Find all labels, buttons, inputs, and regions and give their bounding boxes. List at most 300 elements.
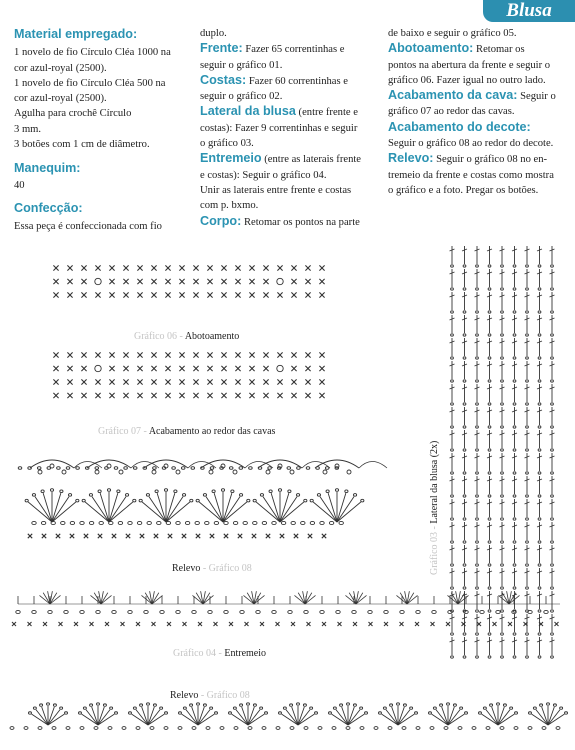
- chain-stitch-symbol: [118, 521, 122, 524]
- chain-stitch-symbol: [526, 587, 529, 589]
- chain-stitch-symbol: [538, 288, 541, 290]
- armhole-heading: Acabamento da cava:: [388, 88, 518, 103]
- sc-stitch-symbol: [67, 265, 72, 270]
- sc-stitch-symbol: [137, 366, 142, 371]
- sc-stitch-symbol: [81, 379, 86, 384]
- caption-chart-04: [173, 648, 266, 659]
- chain-stitch-symbol: [451, 311, 454, 313]
- caption-number: - Gráfico 08: [200, 690, 250, 701]
- sc-stitch-symbol: [238, 534, 242, 538]
- front-heading: Frente:: [200, 41, 243, 56]
- fan-stitch: [148, 710, 160, 725]
- chain-stitch-symbol: [283, 707, 286, 709]
- chain-stitch-symbol: [178, 727, 182, 730]
- chain-stitch-symbol: [80, 521, 84, 524]
- sc-stitch-symbol: [179, 279, 184, 284]
- sc-stitch-symbol: [193, 379, 198, 384]
- chain-stitch-symbol: [281, 521, 285, 524]
- sc-stitch-symbol: [151, 366, 156, 371]
- sc-stitch-symbol: [179, 379, 184, 384]
- chain-stitch-symbol: [318, 727, 322, 730]
- chain-stitch-symbol: [183, 707, 186, 709]
- fan-stitch: [271, 493, 280, 522]
- sc-stitch-symbol: [81, 292, 86, 297]
- chain-stitch-symbol: [463, 633, 466, 635]
- chain-stitch-symbol: [10, 727, 14, 730]
- chain-stitch-symbol: [556, 727, 560, 730]
- chain-stitch-symbol: [208, 610, 212, 613]
- chain-stitch-symbol: [89, 494, 92, 497]
- front-text: seguir o gráfico 01.: [200, 59, 283, 71]
- chart-04-insert: [12, 622, 559, 626]
- chain-stitch-symbol: [128, 610, 132, 613]
- fan-stitch: [248, 710, 260, 725]
- sc-stitch-symbol: [53, 352, 58, 357]
- sc-stitch-symbol: [112, 534, 116, 538]
- chain-stitch-symbol: [76, 499, 79, 502]
- chain-stitch-symbol: [64, 610, 68, 613]
- fan-stitch: [42, 707, 48, 725]
- relief-heading: Relevo:: [388, 151, 434, 166]
- fan-stitch: [432, 714, 448, 725]
- chain-stitch-symbol: [551, 656, 554, 658]
- chain-stitch-symbol: [66, 467, 70, 470]
- chain-stitch-symbol: [38, 470, 42, 474]
- relief-text: Seguir o gráfico 08 no en-: [436, 154, 548, 166]
- sc-stitch-symbol: [263, 265, 268, 270]
- fan-stitch: [242, 707, 248, 725]
- chain-stitch-symbol: [296, 494, 299, 497]
- chain-stitch-symbol: [25, 499, 28, 502]
- sc-stitch-symbol: [308, 534, 312, 538]
- chain-stitch-symbol: [451, 495, 454, 497]
- fan-stitch: [157, 493, 166, 522]
- chain-stitch-symbol: [501, 334, 504, 336]
- chain-stitch-symbol: [513, 403, 516, 405]
- chain-stitch-symbol: [476, 633, 479, 635]
- chain-stitch-symbol: [526, 656, 529, 658]
- chain-stitch-symbol: [143, 467, 147, 470]
- sc-stitch-symbol: [165, 393, 170, 398]
- sc-stitch-symbol: [105, 622, 109, 626]
- fan-stitch: [336, 710, 348, 725]
- sc-stitch-symbol: [277, 292, 282, 297]
- chain-stitch-symbol: [128, 521, 132, 524]
- fan-stitch: [248, 707, 254, 725]
- sc-stitch-symbol: [319, 379, 324, 384]
- sc-stitch-symbol: [137, 352, 142, 357]
- sc-stitch-symbol: [109, 366, 114, 371]
- insert-text: e costas): Seguir o gráfico 04.: [200, 169, 327, 181]
- chain-stitch-symbol: [513, 380, 516, 382]
- chain-stitch-symbol: [526, 472, 529, 474]
- chain-stitch-symbol: [212, 490, 215, 493]
- fan-stitch: [92, 707, 98, 725]
- chain-stitch-symbol: [304, 727, 308, 730]
- chain-stitch-symbol: [451, 633, 454, 635]
- chain-stitch-symbol: [451, 380, 454, 382]
- chain-stitch-symbol: [99, 521, 103, 524]
- chain-stitch-symbol: [526, 633, 529, 635]
- chain-stitch-symbol: [490, 704, 493, 706]
- chain-stitch-symbol: [365, 712, 368, 714]
- fan-stitch: [236, 710, 248, 725]
- chain-stitch-symbol: [513, 564, 516, 566]
- chain-stitch-symbol: [538, 449, 541, 451]
- sc-stitch-symbol: [384, 622, 388, 626]
- chain-stitch-symbol: [114, 467, 118, 470]
- chain-stitch-symbol: [513, 472, 516, 474]
- chain-stitch-symbol: [60, 707, 63, 709]
- sc-stitch-symbol: [263, 279, 268, 284]
- chain-stitch-symbol: [390, 704, 393, 706]
- chain-stitch-symbol: [463, 495, 466, 497]
- chain-stitch-symbol: [192, 610, 196, 613]
- chain-stitch-symbol: [513, 449, 516, 451]
- chain-stitch-symbol: [137, 521, 141, 524]
- sc-stitch-symbol: [152, 622, 156, 626]
- sc-stitch-symbol: [369, 622, 373, 626]
- caption-chart-07: [98, 426, 275, 437]
- chain-stitch-symbol: [538, 541, 541, 543]
- fan-stitch: [498, 714, 514, 725]
- sc-stitch-symbol: [123, 292, 128, 297]
- chain-stitch-symbol: [513, 334, 516, 336]
- sc-stitch-symbol: [109, 292, 114, 297]
- sc-stitch-symbol: [123, 393, 128, 398]
- caption-number: Gráfico 04 -: [173, 648, 222, 659]
- sc-stitch-symbol: [319, 279, 324, 284]
- chain-stitch-symbol: [472, 727, 476, 730]
- chain-stitch-symbol: [47, 467, 51, 470]
- sc-stitch-symbol: [291, 292, 296, 297]
- chain-stitch-symbol: [526, 610, 529, 612]
- chain-stitch-symbol: [488, 357, 491, 359]
- fan-stitch: [148, 714, 164, 725]
- chain-stitch-symbol: [288, 490, 291, 493]
- sc-stitch-symbol: [221, 379, 226, 384]
- sc-stitch-symbol: [291, 265, 296, 270]
- chain-stitch-symbol: [234, 727, 238, 730]
- button-text: gráfico 06. Fazer igual no outro lado.: [388, 74, 546, 86]
- chain-stitch-symbol: [239, 467, 243, 470]
- sc-stitch-symbol: [140, 534, 144, 538]
- fan-stitch: [166, 493, 175, 522]
- fan-stitch: [280, 493, 289, 522]
- sc-stitch-symbol: [207, 393, 212, 398]
- chain-stitch-symbol: [538, 633, 541, 635]
- fan-stitch: [448, 707, 454, 725]
- chain-stitch-symbol: [320, 521, 324, 524]
- chain-stitch-symbol: [278, 489, 281, 492]
- chain-stitch-symbol: [310, 499, 313, 502]
- chain-stitch-symbol: [476, 311, 479, 313]
- chain-stitch-symbol: [95, 278, 101, 284]
- sc-stitch-symbol: [249, 379, 254, 384]
- chain-stitch-symbol: [538, 311, 541, 313]
- fan-stitch: [232, 714, 248, 725]
- chain-stitch-symbol: [410, 707, 413, 709]
- sc-stitch-symbol: [307, 622, 311, 626]
- chain-stitch-symbol: [463, 564, 466, 566]
- sc-stitch-symbol: [165, 379, 170, 384]
- sc-stitch-symbol: [165, 265, 170, 270]
- chain-stitch-symbol: [501, 311, 504, 313]
- chain-stitch-symbol: [248, 727, 252, 730]
- sc-stitch-symbol: [263, 352, 268, 357]
- chain-stitch-symbol: [320, 610, 324, 613]
- chain-stitch-symbol: [70, 521, 74, 524]
- sc-stitch-symbol: [319, 292, 324, 297]
- chain-stitch-symbol: [463, 403, 466, 405]
- chain-stitch-symbol: [196, 499, 199, 502]
- chain-stitch-symbol: [501, 288, 504, 290]
- chain-stitch-symbol: [526, 265, 529, 267]
- sc-stitch-symbol: [277, 393, 282, 398]
- sc-stitch-symbol: [235, 379, 240, 384]
- chain-stitch-symbol: [301, 521, 305, 524]
- chain-stitch-symbol: [97, 703, 100, 705]
- chain-stitch-symbol: [551, 311, 554, 313]
- chart-08-relief-bottom: [10, 703, 568, 730]
- chain-stitch-symbol: [303, 704, 306, 706]
- sc-stitch-symbol: [508, 622, 512, 626]
- chain-stitch-symbol: [240, 704, 243, 706]
- chain-stitch-symbol: [122, 727, 126, 730]
- sc-stitch-symbol: [305, 292, 310, 297]
- chain-stitch-symbol: [397, 703, 400, 705]
- chain-stitch-symbol: [476, 357, 479, 359]
- chain-stitch-symbol: [291, 521, 295, 524]
- section-badge: Blusa: [483, 0, 575, 22]
- caption-number: Gráfico 03 -: [429, 526, 440, 575]
- chain-stitch-symbol: [152, 470, 156, 474]
- chain-stitch-symbol: [181, 467, 185, 470]
- sc-stitch-symbol: [151, 279, 156, 284]
- sc-stitch-symbol: [81, 279, 86, 284]
- sc-stitch-symbol: [95, 265, 100, 270]
- sc-stitch-symbol: [277, 265, 282, 270]
- chain-stitch-symbol: [476, 288, 479, 290]
- sc-stitch-symbol: [182, 534, 186, 538]
- fan-stitch: [548, 710, 560, 725]
- chain-stitch-symbol: [551, 472, 554, 474]
- chain-stitch-symbol: [260, 494, 263, 497]
- chain-stitch-symbol: [501, 265, 504, 267]
- fan-stitch: [182, 714, 198, 725]
- chain-stitch-symbol: [247, 703, 250, 705]
- sc-stitch-symbol: [165, 352, 170, 357]
- chain-stitch-symbol: [205, 521, 209, 524]
- sc-stitch-symbol: [95, 379, 100, 384]
- fan-stitch: [142, 707, 148, 725]
- chain-stitch-symbol: [195, 521, 199, 524]
- chain-stitch-symbol: [501, 403, 504, 405]
- chain-stitch-symbol: [287, 467, 291, 470]
- chain-stitch-symbol: [538, 518, 541, 520]
- sc-stitch-symbol: [207, 379, 212, 384]
- sc-stitch-symbol: [137, 379, 142, 384]
- fan-stitch: [436, 710, 448, 725]
- sc-stitch-symbol: [165, 292, 170, 297]
- sc-stitch-symbol: [183, 622, 187, 626]
- chain-stitch-symbol: [347, 470, 351, 474]
- caption-name: Entremeio: [224, 648, 267, 659]
- chain-stitch-symbol: [551, 357, 554, 359]
- chain-stitch-symbol: [538, 587, 541, 589]
- chain-stitch-symbol: [228, 712, 231, 714]
- fan-stitch: [536, 710, 548, 725]
- sc-stitch-symbol: [266, 534, 270, 538]
- chain-stitch-symbol: [378, 712, 381, 714]
- chain-stitch-symbol: [560, 707, 563, 709]
- sc-stitch-symbol: [151, 379, 156, 384]
- sc-stitch-symbol: [179, 292, 184, 297]
- chain-stitch-symbol: [488, 403, 491, 405]
- chain-stitch-symbol: [551, 495, 554, 497]
- sc-stitch-symbol: [70, 534, 74, 538]
- sc-stitch-symbol: [221, 352, 226, 357]
- sc-stitch-symbol: [137, 265, 142, 270]
- chain-stitch-symbol: [368, 610, 372, 613]
- sc-stitch-symbol: [493, 622, 497, 626]
- continuation-text: de baixo e seguir o gráfico 05.: [388, 28, 517, 39]
- sc-stitch-symbol: [53, 366, 58, 371]
- sc-stitch-symbol: [109, 279, 114, 284]
- chain-stitch-symbol: [310, 521, 314, 524]
- sc-stitch-symbol: [95, 352, 100, 357]
- chain-stitch-symbol: [176, 610, 180, 613]
- caption-name: Lateral da blusa (2x): [429, 440, 440, 524]
- chain-stitch-symbol: [480, 610, 484, 613]
- chain-stitch-symbol: [155, 490, 158, 493]
- chain-stitch-symbol: [544, 610, 548, 613]
- chain-stitch-symbol: [542, 727, 546, 730]
- sc-stitch-symbol: [235, 279, 240, 284]
- chain-stitch-symbol: [526, 564, 529, 566]
- chain-stitch-symbol: [451, 518, 454, 520]
- chain-stitch-symbol: [172, 467, 176, 470]
- chain-stitch-symbol: [164, 489, 167, 492]
- fan-stitch: [186, 710, 198, 725]
- sc-stitch-symbol: [446, 622, 450, 626]
- caption-name: Acabamento ao redor das cavas: [148, 426, 276, 437]
- chain-stitch-symbol: [335, 489, 338, 492]
- sc-stitch-symbol: [353, 622, 357, 626]
- chain-stitch-symbol: [488, 518, 491, 520]
- fan-stitch: [548, 714, 564, 725]
- chain-stitch-symbol: [488, 472, 491, 474]
- arch-stitch: [359, 462, 387, 469]
- chain-stitch-symbol: [347, 703, 350, 705]
- chain-stitch-symbol: [89, 521, 93, 524]
- chain-stitch-symbol: [513, 426, 516, 428]
- chain-stitch-symbol: [128, 712, 131, 714]
- chain-stitch-symbol: [133, 467, 137, 470]
- sc-stitch-symbol: [123, 366, 128, 371]
- chain-stitch-symbol: [190, 704, 193, 706]
- sc-stitch-symbol: [415, 622, 419, 626]
- chain-stitch-symbol: [513, 288, 516, 290]
- sc-stitch-symbol: [221, 393, 226, 398]
- making-text: Essa peça é confeccionada com fio: [14, 221, 162, 233]
- chain-stitch-symbol: [488, 288, 491, 290]
- chain-stitch-symbol: [503, 704, 506, 706]
- sc-stitch-symbol: [277, 352, 282, 357]
- side-text: o gráfico 03.: [200, 138, 254, 150]
- sc-stitch-symbol: [165, 366, 170, 371]
- fan-stitch: [548, 707, 554, 725]
- chain-stitch-symbol: [178, 712, 181, 714]
- continuation-text: duplo.: [200, 28, 227, 39]
- back-text: Fazer 60 correntinhas e: [248, 75, 348, 87]
- sc-stitch-symbol: [151, 292, 156, 297]
- chain-stitch-symbol: [352, 610, 356, 613]
- chain-stitch-symbol: [144, 610, 148, 613]
- chain-stitch-symbol: [451, 357, 454, 359]
- sc-stitch-symbol: [207, 265, 212, 270]
- neck-heading: Acabamento do decote:: [388, 119, 531, 134]
- chain-stitch-symbol: [551, 541, 554, 543]
- chain-stitch-symbol: [538, 426, 541, 428]
- chain-stitch-symbol: [220, 727, 224, 730]
- chart-03-side: [450, 246, 555, 658]
- chain-stitch-symbol: [488, 541, 491, 543]
- chain-stitch-symbol: [353, 494, 356, 497]
- chain-stitch-symbol: [403, 704, 406, 706]
- sc-stitch-symbol: [305, 366, 310, 371]
- chain-stitch-symbol: [453, 704, 456, 706]
- chain-stitch-symbol: [80, 727, 84, 730]
- chain-stitch-symbol: [513, 587, 516, 589]
- chain-stitch-symbol: [33, 707, 36, 709]
- sc-stitch-symbol: [84, 534, 88, 538]
- fan-stitch: [32, 714, 48, 725]
- chain-stitch-symbol: [107, 489, 110, 492]
- chain-stitch-symbol: [68, 494, 71, 497]
- sc-stitch-symbol: [53, 393, 58, 398]
- sc-stitch-symbol: [224, 534, 228, 538]
- chain-stitch-symbol: [538, 403, 541, 405]
- chain-stitch-symbol: [182, 494, 185, 497]
- chain-stitch-symbol: [66, 727, 70, 730]
- chain-stitch-symbol: [538, 495, 541, 497]
- chain-stitch-symbol: [253, 704, 256, 706]
- chain-stitch-symbol: [501, 449, 504, 451]
- chain-stitch-symbol: [528, 727, 532, 730]
- sc-stitch-symbol: [53, 292, 58, 297]
- fan-stitch: [542, 707, 548, 725]
- chain-stitch-symbol: [210, 467, 214, 470]
- fan-stitch: [82, 714, 98, 725]
- sc-stitch-symbol: [179, 393, 184, 398]
- chain-stitch-symbol: [451, 265, 454, 267]
- chain-stitch-symbol: [463, 518, 466, 520]
- fan-stitch: [348, 707, 354, 725]
- chain-stitch-symbol: [476, 265, 479, 267]
- sc-stitch-symbol: [235, 366, 240, 371]
- sc-stitch-symbol: [193, 352, 198, 357]
- chain-stitch-symbol: [476, 403, 479, 405]
- chain-stitch-symbol: [247, 499, 250, 502]
- chain-stitch-symbol: [416, 610, 420, 613]
- chain-stitch-symbol: [501, 541, 504, 543]
- fan-stitch: [223, 493, 232, 522]
- chain-stitch-symbol: [463, 334, 466, 336]
- chain-stitch-symbol: [476, 610, 479, 612]
- chain-stitch-symbol: [28, 467, 32, 470]
- chain-stitch-symbol: [374, 727, 378, 730]
